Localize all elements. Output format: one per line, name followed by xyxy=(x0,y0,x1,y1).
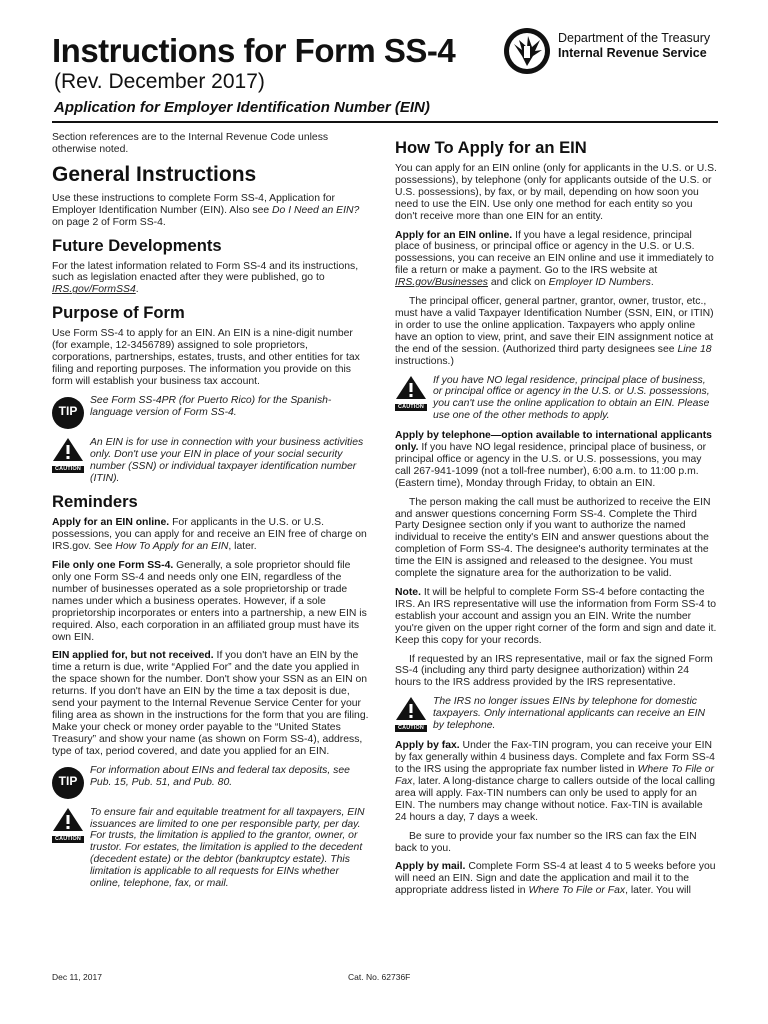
apply-fax-paragraph: Apply by fax. Under the Fax-TIN program, you can receive your EIN by fax generally within 4 business days. Complete and fax Form SS-4 to the IRS using the appropriate fax number listed in Where To File or Fax, later. A long-distance charge to callers outside of the local calling area will apply. Fax-TIN numbers can only be used to apply for an EIN. The numbers may change without notice. Fax-TIN is available 24 hours a day, 7 days a week. xyxy=(395,740,715,823)
purpose-paragraph: Use Form SS-4 to apply for an EIN. An EIN is a nine-digit number (for example, 12-3456789) assigned to sole proprietors, corporations, partnerships, estates, trusts, and other entities for tax filing and reporting purposes. The information you provide on this form will establish your business tax account. xyxy=(52,328,360,387)
general-instructions-heading: General Instructions xyxy=(52,162,257,186)
person-calling-paragraph: The person making the call must be authorized to receive the EIN and answer questions concerning Form SS-4. Complete the Third Party Designee section only if you want to authorize the named individual to receive the entity's EIN and answer questions about the completion of Form SS-4. The designee's authority terminates at the time the EIN is assigned and released to the designee. You must complete the signature area for the authorization to be valid. xyxy=(395,496,711,580)
tip-text: See Form SS-4PR (for Puerto Rico) for the Spanish-language version of Form SS-4. xyxy=(90,394,332,418)
document-title: Instructions for Form SS-4 xyxy=(52,32,456,69)
department-of-treasury: Department of the Treasury xyxy=(558,31,711,45)
tip-note xyxy=(52,765,370,799)
irs-formss4-link[interactable]: IRS.gov/FormSS4 xyxy=(52,284,136,296)
general-paragraph: Use these instructions to complete Form SS-4, Application for Employer Identification Number (EIN). Also see Do I Need an EIN? on page 2 of Form SS-4. xyxy=(52,192,360,228)
requested-paragraph: If requested by an IRS representative, mail or fax the signed Form SS-4 (including any third party designee authorization) within 24 hours to the IRS address provided by the IRS representative. xyxy=(395,653,713,689)
irs-businesses-link[interactable]: IRS.gov/Businesses xyxy=(395,277,488,289)
caution-triangle-icon: CAUTION xyxy=(52,807,84,843)
reminder-not-received: EIN applied for, but not received. If you don't have an EIN by the time a return is due, write “Applied For” and the date you applied in the space shown for the number. Don't show your SSN as an EIN on returns. If you don't have an EIN by the time a tax deposit is due, send your payment to the Internal Revenue Service Center for your filing area as shown in the instructions for the form that you are filing. Make your check or money order payable to the “United States Treasury” and show your name (as shown on Form SS-4), address, type of tax, period covered, and date you applied for an EIN. xyxy=(52,650,369,757)
tip-note xyxy=(52,395,370,429)
how-to-apply-heading: How To Apply for an EIN xyxy=(395,138,587,157)
note-paragraph: Note. It will be helpful to complete Form SS-4 before contacting the IRS. An IRS representative will use the information from Form SS-4 to establish your account and assign you an EIN. Write the number you're given on the upper right corner of the form and sign and date it. Keep this copy for your records. xyxy=(395,587,717,646)
caution-text: If you have NO legal residence, principal place of business, or principal office or agency in the U.S. or U.S. possessions, you can't use the online application to obtain an EIN. Please use one of the other methods to apply. xyxy=(433,374,710,422)
future-developments-heading: Future Developments xyxy=(52,235,222,255)
footer-date: Dec 11, 2017 xyxy=(52,972,102,982)
agency-name xyxy=(558,31,710,61)
tip-circle-icon: TIP xyxy=(52,397,84,429)
principal-officer-paragraph: The principal officer, general partner, grantor, owner, trustor, etc., must have a valid Taxpayer Identification Number (SSN, EIN, or ITIN) in order to use the online application. Taxpayers who apply online have an option to view, print, and save their EIN assignment notice at the end of the session. (Authorized third party designees see Line 18 instructions.) xyxy=(395,296,714,367)
be-sure-paragraph: Be sure to provide your fax number so the IRS can fax the EIN back to you. xyxy=(395,830,697,854)
caution-note xyxy=(395,696,717,732)
reminder-one-form: File only one Form SS-4. Generally, a sole proprietor should file only one Form SS-4 and needs only one EIN, regardless of the number of businesses operated as a sole proprietorship or trade names under which a business operates. However, if a sole proprietorship incorporates or enters into a partnership, a new EIN is required. Also, each corporation in an affiliated group must have its own EIN. xyxy=(52,560,367,643)
caution-note xyxy=(52,807,370,890)
header-rule xyxy=(52,121,718,123)
footer-catalog-number: Cat. No. 62736F xyxy=(348,972,411,982)
revision-date: (Rev. December 2017) xyxy=(54,70,265,93)
caution-text: An EIN is for use in connection with your business activities only. Don't use your EIN in place of your social security number (SSN) or individual taxpayer identification number (ITIN). xyxy=(90,436,364,484)
caution-triangle-icon: CAUTION xyxy=(395,375,427,411)
document-subtitle: Application for Employer Identification Number (EIN) xyxy=(54,99,430,116)
caution-triangle-icon: CAUTION xyxy=(52,437,84,473)
caution-triangle-icon: CAUTION xyxy=(395,696,427,732)
apply-telephone-paragraph: Apply by telephone—option available to international applicants only. If you have NO legal residence, principal place of business, or principal office or agency in the U.S. or U.S. possessions, you may call 267-941-1099 (not a toll-free number), 6:00 a.m. to 11:00 p.m. (Eastern time), Monday through Friday, to obtain an EIN. xyxy=(395,430,712,489)
caution-note xyxy=(395,375,717,423)
caution-note xyxy=(52,437,370,485)
irs-eagle-seal-icon xyxy=(502,26,552,76)
reminders-heading: Reminders xyxy=(52,492,138,512)
apply-online-paragraph: Apply for an EIN online. If you have a legal residence, principal place of business, or principal office or agency in the U.S. or U.S. possessions, you can receive an EIN online and use it immediately to file a return or make a payment. Go to the IRS website at IRS.gov/Businesses and click on Employer ID Numbers. xyxy=(395,229,714,289)
purpose-of-form-heading: Purpose of Form xyxy=(52,303,185,323)
future-paragraph: For the latest information related to Form SS-4 and its instructions, such as legislation enacted after they were published, go to IRS.gov/FormSS4. xyxy=(52,260,359,296)
internal-revenue-service: Internal Revenue Service xyxy=(558,46,707,60)
reminder-online: Apply for an EIN online. For applicants in the U.S. or U.S. possessions, you can apply for and receive an EIN free of charge on IRS.gov. See How To Apply for an EIN, later. xyxy=(52,517,367,553)
caution-text: To ensure fair and equitable treatment for all taxpayers, EIN issuances are limited to one per responsible party, per day. For trusts, the limitation is applied to the grantor, owner, or trustor. For estates, the limitation is applied to the decedent (decedent estate) or the debtor (bankruptcy estate). This limitation is applicable to all requests for EINs whether online, telephone, fax, or mail. xyxy=(90,806,365,890)
apply-mail-paragraph: Apply by mail. Complete Form SS-4 at least 4 to 5 weeks before you will need an EIN. Sign and date the application and mail it to the appropriate address listed in Where To File or Fax, later. You will xyxy=(395,861,716,897)
caution-text: The IRS no longer issues EINs by telephone for domestic taxpayers. Only international applicants can receive an EIN by telephone. xyxy=(433,696,706,732)
right-column xyxy=(395,132,717,904)
tip-circle-icon: TIP xyxy=(52,767,84,799)
intro-paragraph: Section references are to the Internal Revenue Code unless otherwise noted. xyxy=(52,132,329,155)
tip-text: For information about EINs and federal tax deposits, see Pub. 15, Pub. 51, and Pub. 80. xyxy=(90,764,350,788)
left-column xyxy=(52,132,370,898)
how-to-apply-paragraph: You can apply for an EIN online (only for applicants in the U.S. or U.S. possessions), by telephone (only for applicants outside of the U.S. or U.S. possessions), by fax, or by mail, depending on how soon you need to use the EIN. Use only one method for each entity so you don't receive more than one EIN for an entity. xyxy=(395,163,717,222)
